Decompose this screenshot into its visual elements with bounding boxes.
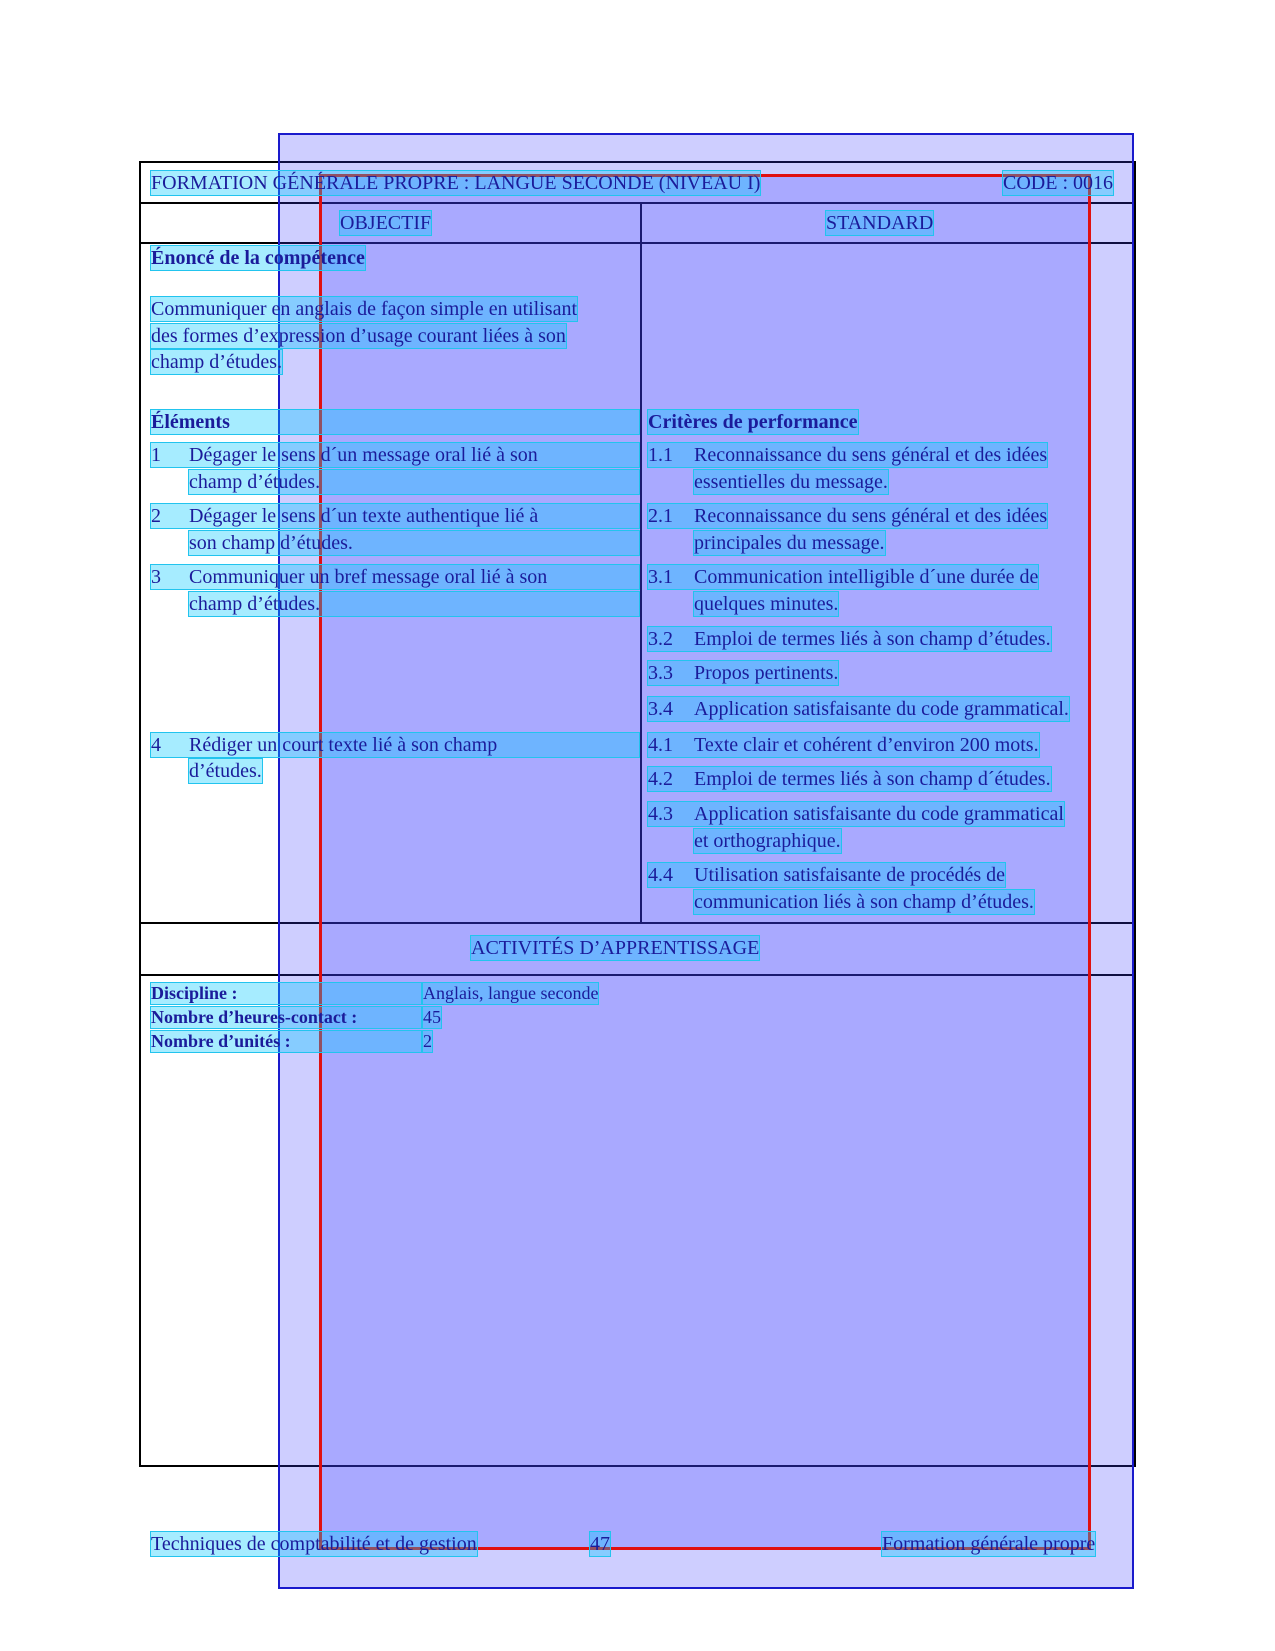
discipline-label: Discipline : xyxy=(151,983,421,1004)
unites-value: 2 xyxy=(423,1031,432,1051)
heures-label: Nombre d’heures-contact : xyxy=(151,1007,421,1028)
footer-section: Formation générale propre xyxy=(882,1533,1096,1555)
critere-text: Application satisfaisante du code grammatical xyxy=(694,803,1064,825)
element-text: Rédiger un court texte lié à son champ xyxy=(189,734,498,756)
overlay-box-inner xyxy=(319,174,1091,1550)
element-number: 3 xyxy=(151,566,161,588)
discipline-value: Anglais, langue seconde xyxy=(423,983,599,1003)
critere-number: 3.3 xyxy=(648,662,673,684)
competence-line: des formes d’expression d’usage courant liées à son xyxy=(151,325,566,347)
critere-number: 3.1 xyxy=(648,566,673,588)
critere-number: 4.2 xyxy=(648,768,673,790)
element-text: Dégager le sens d´un message oral lié à son xyxy=(189,444,538,466)
element-item xyxy=(151,443,639,467)
critere-number: 3.4 xyxy=(648,698,673,720)
form-code: CODE : 0016 xyxy=(1003,172,1113,194)
critere-item xyxy=(648,863,1005,887)
unites-label: Nombre d’unités : xyxy=(151,1031,421,1052)
critere-number: 4.1 xyxy=(648,734,673,756)
element-item xyxy=(151,733,639,757)
critere-item-cont: et orthographique. xyxy=(694,830,841,852)
competence-line: champ d’études. xyxy=(151,351,283,373)
element-item-cont: d’études. xyxy=(189,760,262,782)
element-item xyxy=(151,565,639,589)
critere-text: Application satisfaisante du code grammatical. xyxy=(694,698,1069,720)
form-title: FORMATION GÉNÉRALE PROPRE : LANGUE SECONDE (NIVEAU I) xyxy=(151,172,761,194)
elements-heading: Éléments xyxy=(151,410,639,434)
critere-text: Texte clair et cohérent d’environ 200 mots. xyxy=(694,734,1039,756)
critere-item xyxy=(648,767,1051,791)
footer-page-number: 47 xyxy=(590,1533,610,1555)
critere-text: Propos pertinents. xyxy=(694,662,839,684)
critere-number: 2.1 xyxy=(648,505,673,527)
critere-item xyxy=(648,733,1039,757)
critere-item xyxy=(648,565,1038,589)
critere-item-cont: essentielles du message. xyxy=(694,471,888,493)
element-number: 2 xyxy=(151,505,161,527)
element-item-cont: son champ d’études. xyxy=(189,531,639,555)
element-number: 4 xyxy=(151,734,161,756)
element-number: 1 xyxy=(151,444,161,466)
critere-text: Communication intelligible d´une durée de xyxy=(694,566,1039,588)
critere-number: 3.2 xyxy=(648,628,673,650)
element-item-cont: champ d’études. xyxy=(189,470,639,494)
critere-number: 4.3 xyxy=(648,803,673,825)
critere-item xyxy=(648,443,1047,467)
element-item xyxy=(151,504,639,528)
competence-line: Communiquer en anglais de façon simple en utilisant xyxy=(151,298,578,320)
critere-item-cont: quelques minutes. xyxy=(694,593,839,615)
critere-text: Utilisation satisfaisante de procédés de xyxy=(694,864,1006,886)
critere-item-cont: communication liés à son champ d’études. xyxy=(694,891,1034,913)
critere-text: Reconnaissance du sens général et des idées xyxy=(694,444,1048,466)
critere-number: 1.1 xyxy=(648,444,673,466)
column-header-objectif: OBJECTIF xyxy=(340,212,432,234)
critere-item xyxy=(648,802,1064,826)
critere-item xyxy=(648,697,1069,721)
competence-heading: Énoncé de la compétence xyxy=(151,247,365,269)
critere-text: Emploi de termes liés à son champ d’études. xyxy=(694,628,1051,650)
criteres-heading: Critères de performance xyxy=(648,411,858,433)
heures-value: 45 xyxy=(423,1007,441,1027)
footer-program: Techniques de comptabilité et de gestion xyxy=(151,1533,477,1555)
critere-item-cont: principales du message. xyxy=(694,532,885,554)
critere-item xyxy=(648,627,1051,651)
element-item-cont: champ d’études. xyxy=(189,592,639,616)
critere-text: Emploi de termes liés à son champ d´études. xyxy=(694,768,1051,790)
critere-item xyxy=(648,504,1047,528)
column-header-standard: STANDARD xyxy=(826,212,934,234)
element-text: Dégager le sens d´un texte authentique lié à xyxy=(189,505,539,527)
activites-heading: ACTIVITÉS D’APPRENTISSAGE xyxy=(471,937,760,959)
critere-text: Reconnaissance du sens général et des idées xyxy=(694,505,1048,527)
element-text: Communiquer un bref message oral lié à son xyxy=(189,566,548,588)
critere-item xyxy=(648,661,838,685)
critere-number: 4.4 xyxy=(648,864,673,886)
